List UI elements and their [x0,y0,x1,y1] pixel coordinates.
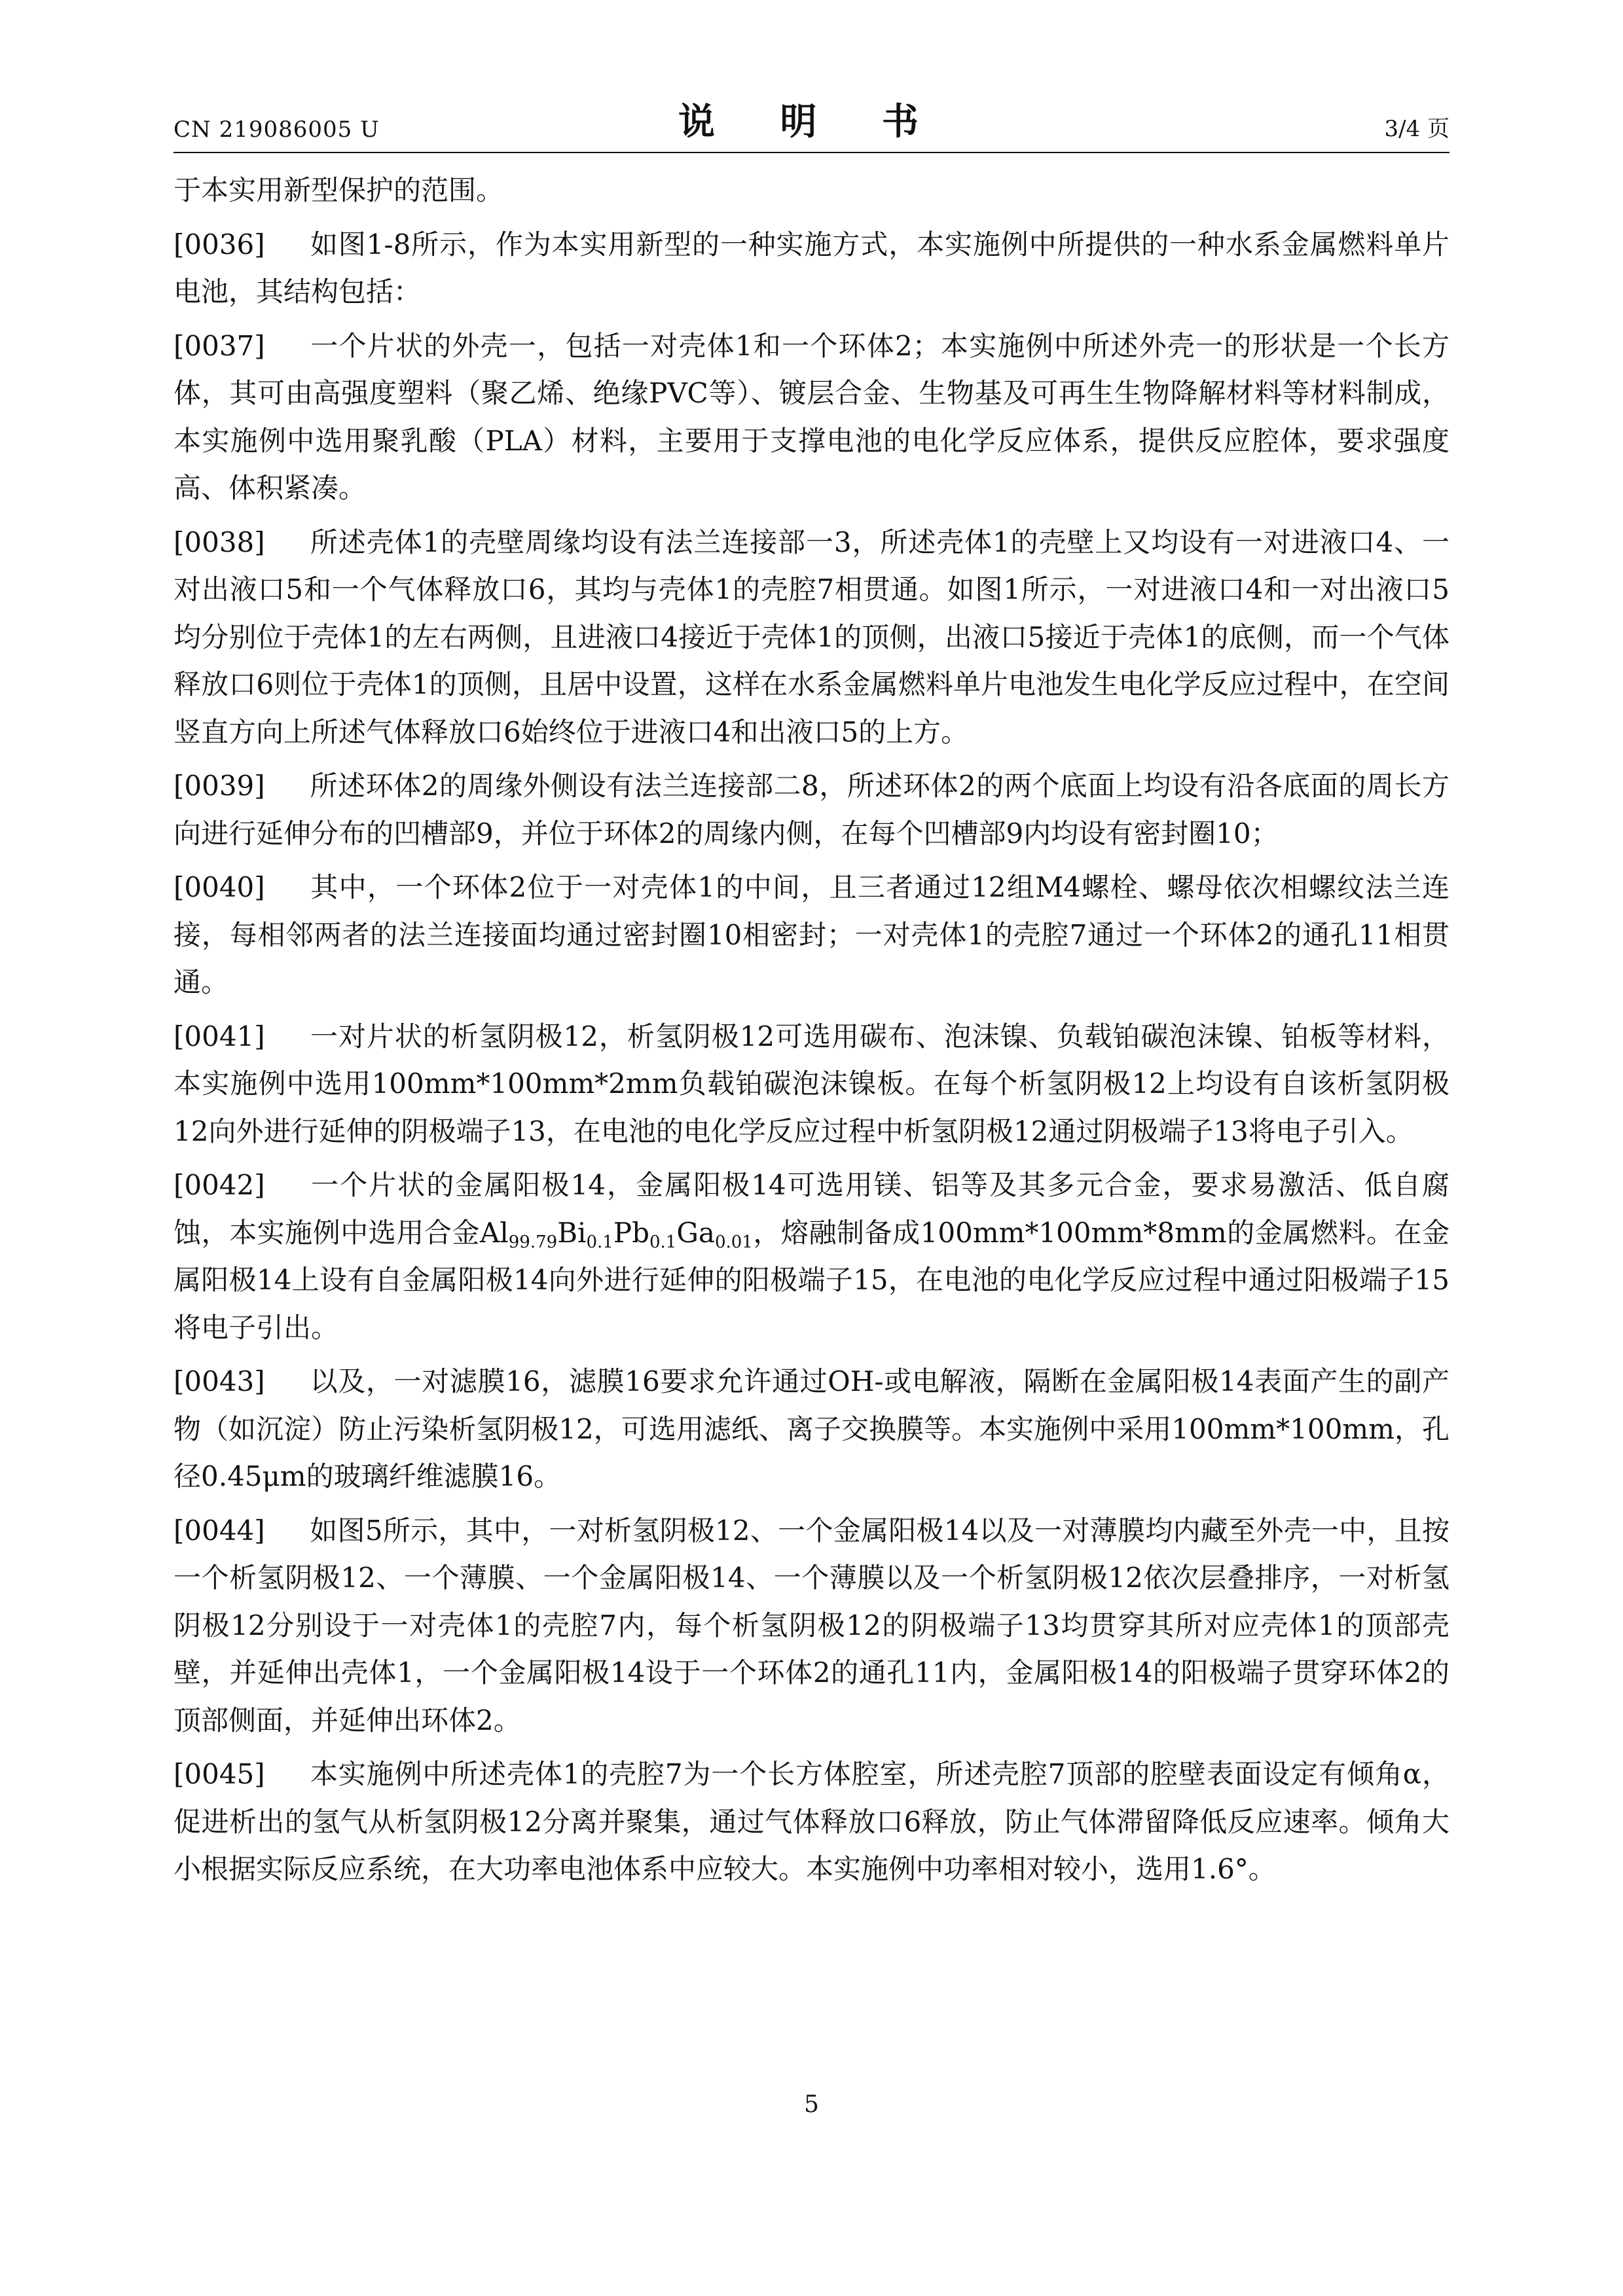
paragraph-0043 [173,1358,1450,1501]
alloy-element: Pb [613,1216,649,1249]
page-number: 5 [804,2091,819,2118]
paragraph-text: 所述壳体1的壳壁周缘均设有法兰连接部一3，所述壳体1的壳壁上又均设有一对进液口4、一对出液口5和一个气体释放口6，其均与壳体1的壳腔7相贯通。如图1所示，一对进液口4和一对出液口5均分别位于壳体1的左右两侧，且进液口4接近于壳体1的顶侧，出液口5接近于壳体1的底侧，而一个气体释放口6则位于壳体1的顶侧，且居中设置，这样在水系金属燃料单片电池发生电化学反应过程中，在空间竖直方向上所述气体释放口6始终位于进液口4和出液口5的上方。 [173,526,1450,748]
paragraph-text: 一个片状的外壳一，包括一对壳体1和一个环体2；本实施例中所述外壳一的形状是一个长方体，其可由高强度塑料（聚乙烯、绝缘PVC等）、镀层合金、生物基及可再生生物降解材料等材料制成，本实施例中选用聚乳酸（PLA）材料，主要用于支撑电池的电化学反应体系，提供反应腔体，要求强度高、体积紧凑。 [173,329,1450,504]
header-divider [173,152,1450,153]
paragraph-number: [0043] [173,1365,265,1397]
paragraph-number: [0042] [173,1169,265,1201]
alloy-element: Ga [676,1216,715,1249]
paragraph-0040 [173,864,1450,1007]
alloy-element: Al [479,1216,509,1249]
paragraph-number: [0040] [173,871,265,903]
alloy-element: Bi [557,1216,587,1249]
paragraph-number: [0041] [173,1020,265,1052]
alloy-subscript: 0.1 [649,1232,677,1252]
paragraph-0036 [173,221,1450,316]
paragraph-number: [0037] [173,329,265,362]
paragraph-number: [0038] [173,526,265,558]
page-indicator: 3/4 页 [1384,116,1450,142]
paragraph-text: 如图1-8所示，作为本实用新型的一种实施方式，本实施例中所提供的一种水系金属燃料单片电池，其结构包括： [173,228,1450,308]
paragraph-0038 [173,519,1450,757]
paragraph-0042 [173,1162,1450,1352]
paragraph-text: 所述环体2的周缘外侧设有法兰连接部二8，所述环体2的两个底面上均设有沿各底面的周长方向进行延伸分布的凹槽部9，并位于环体2的周缘内侧，在每个凹槽部9内均设有密封圈10； [173,770,1450,850]
paragraph-text: 如图5所示，其中，一对析氢阴极12、一个金属阳极14以及一对薄膜均内藏至外壳一中，且按一个析氢阴极12、一个薄膜、一个金属阳极14、一个薄膜以及一个析氢阴极12依次层叠排序，一对析氢阴极12分别设于一对壳体1的壳腔7内，每个析氢阴极12的阴极端子13均贯穿其所对应壳体1的顶部壳壁，并延伸出壳体1，一个金属阳极14设于一个环体2的通孔11内，金属阳极14的阳极端子贯穿环体2的顶部侧面，并延伸出环体2。 [173,1514,1450,1736]
paragraph-text: 一个片状的金属阳极14，金属阳极14可选用镁、铝等及其多元合金，要求易激活、低自腐蚀，本实施例中选用合金 [173,1169,1450,1249]
paragraph-0039 [173,762,1450,857]
paragraph-number: [0044] [173,1514,265,1547]
paragraph-0045 [173,1751,1450,1893]
paragraph-text-continued: ，熔融制备成100mm*100mm*8mm的金属燃料。在金属阳极14上设有自金属阳极14向外进行延伸的阳极端子15，在电池的电化学反应过程中通过阳极端子15将电子引出。 [173,1216,1450,1344]
alloy-formula [479,1216,753,1252]
paragraph-0041 [173,1013,1450,1156]
paragraph-text: 本实施例中所述壳体1的壳腔7为一个长方体腔室，所述壳腔7顶部的腔壁表面设定有倾角α，促进析出的氢气从析氢阴极12分离并聚集，通过气体释放口6释放，防止气体滞留降低反应速率。倾角大小根据实际反应系统，在大功率电池体系中应较大。本实施例中功率相对较小，选用1.6°。 [173,1758,1450,1885]
document-number: CN 219086005 U [173,117,380,143]
paragraph-0044 [173,1507,1450,1745]
paragraph-text: 一对片状的析氢阴极12，析氢阴极12可选用碳布、泡沫镍、负载铂碳泡沫镍、铂板等材料，本实施例中选用100mm*100mm*2mm负载铂碳泡沫镍板。在每个析氢阴极12上均设有自该析氢阴极12向外进行延伸的阴极端子13，在电池的电化学反应过程中析氢阴极12通过阴极端子13将电子引入。 [173,1020,1450,1147]
alloy-subscript: 0.01 [714,1232,753,1252]
continuation-text: 于本实用新型保护的范围。 [173,174,504,206]
document-title: 说 明 书 [678,100,945,143]
paragraph-0037 [173,323,1450,512]
page-header [173,98,1450,151]
paragraph-text: 其中，一个环体2位于一对壳体1的中间，且三者通过12组M4螺栓、螺母依次相螺纹法兰连接，每相邻两者的法兰连接面均通过密封圈10相密封；一对壳体1的壳腔7通过一个环体2的通孔11相贯通。 [173,871,1450,998]
paragraph-number: [0036] [173,228,265,260]
paragraph-number: [0045] [173,1758,265,1790]
alloy-subscript: 0.1 [586,1232,613,1252]
document-body [173,167,1450,1900]
alloy-subscript: 99.79 [508,1232,558,1252]
paragraph-text: 以及，一对滤膜16，滤膜16要求允许通过OH-或电解液，隔断在金属阳极14表面产生的副产物（如沉淀）防止污染析氢阴极12，可选用滤纸、离子交换膜等。本实施例中采用100mm*100mm，孔径0.45μm的玻璃纤维滤膜16。 [173,1365,1450,1492]
paragraph-number: [0039] [173,770,265,802]
